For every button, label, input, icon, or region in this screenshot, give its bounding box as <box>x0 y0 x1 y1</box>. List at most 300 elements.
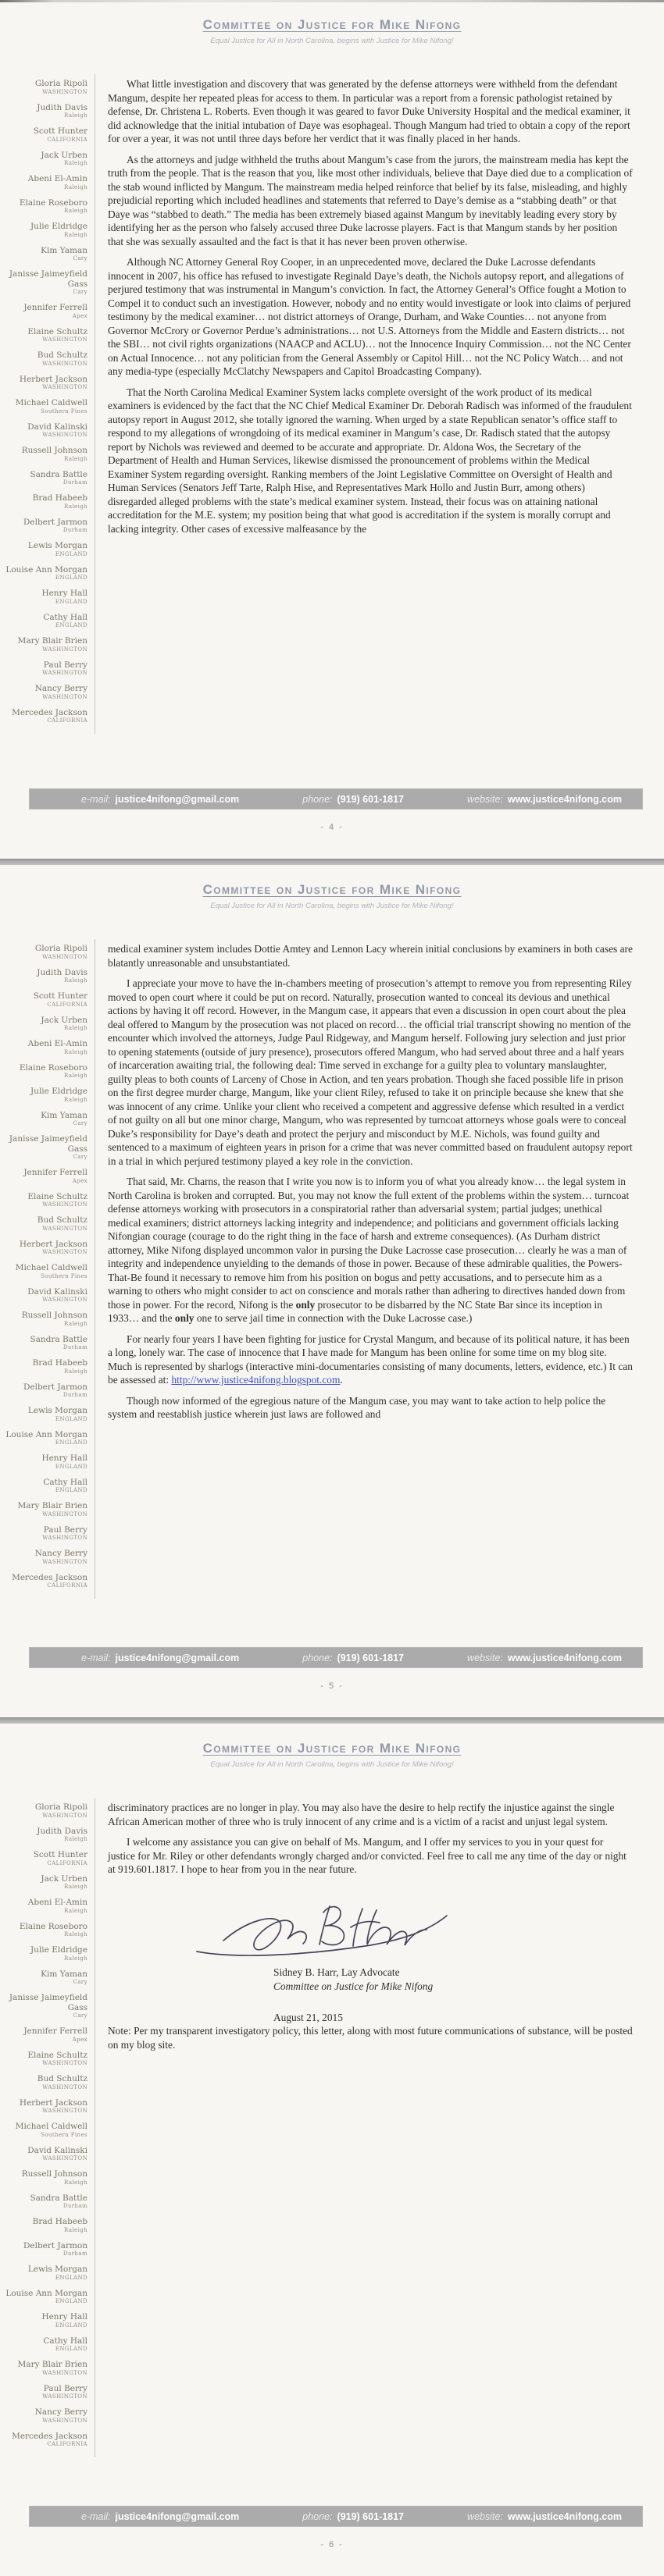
supporter-name: Cathy Hall <box>43 1477 87 1487</box>
phone-label: phone: <box>302 2510 333 2522</box>
supporter-location: Apex <box>72 1177 87 1184</box>
supporter-name: Henry Hall <box>41 2312 87 2322</box>
supporter-entry <box>0 2074 95 2091</box>
supporter-name: Henry Hall <box>41 1453 87 1463</box>
supporter-location: Raleigh <box>63 1368 87 1375</box>
supporter-name: Gloria Ripoli <box>34 944 87 953</box>
supporter-name: Janisse Jaimeyfield Gass <box>9 269 87 289</box>
body-text: prosecutor to be disbarred by the NC State Bar since its inception in 1933… and the <box>108 1298 602 1324</box>
supporter-name: Lewis Morgan <box>27 2265 87 2274</box>
supporter-name: Jennifer Ferrell <box>23 1168 87 1177</box>
supporter-location: WASHINGTON <box>42 2417 87 2424</box>
supporter-name: Abeni El-Amin <box>27 174 87 183</box>
supporter-entry <box>0 991 95 1009</box>
supporter-name: Scott Hunter <box>33 1850 87 1859</box>
supporter-name: Elaine Schultz <box>27 326 87 336</box>
supporter-location: ENGLAND <box>55 1415 87 1422</box>
supporter-entry <box>0 1453 95 1471</box>
supporter-location: WASHINGTON <box>42 2393 87 2400</box>
supporter-entry <box>0 446 95 463</box>
supporter-location: WASHINGTON <box>42 384 87 390</box>
supporter-location: Southern Pines <box>41 2131 87 2138</box>
supporter-location: Apex <box>72 2036 87 2043</box>
supporter-entry <box>0 565 95 582</box>
website-label: website: <box>467 2510 503 2522</box>
supporter-location: CALIFORNIA <box>47 717 87 724</box>
supporter-name: Sandra Battle <box>30 1334 87 1344</box>
supporter-name: Michael Caldwell <box>15 2122 87 2131</box>
supporter-location: ENGLAND <box>55 2346 87 2352</box>
page-separator <box>0 859 664 865</box>
body-paragraph <box>108 977 633 1168</box>
supporter-location: Raleigh <box>63 2179 87 2186</box>
supporter-entry <box>0 2122 95 2139</box>
supporter-location: Raleigh <box>63 1096 87 1103</box>
supporter-entry <box>0 1240 95 1257</box>
footer-website <box>467 2511 622 2522</box>
supporter-name: Elaine Roseboro <box>19 1062 87 1073</box>
supporter-location: Durham <box>62 527 87 533</box>
emphasized-text: only <box>295 1298 316 1311</box>
supporter-name: Abeni El-Amin <box>27 1039 87 1048</box>
supporter-entry <box>0 269 95 296</box>
supporter-location: WASHINGTON <box>42 1201 87 1208</box>
supporter-entry <box>0 2384 95 2401</box>
supporter-entry <box>0 1874 95 1891</box>
supporter-location: Raleigh <box>63 208 87 214</box>
page-content <box>0 939 664 1646</box>
supporter-name: Russell Johnson <box>21 1311 87 1320</box>
supporter-entry <box>0 1525 95 1542</box>
supporter-name: Henry Hall <box>41 589 87 598</box>
supporter-location: ENGLAND <box>55 2322 87 2329</box>
supporter-entry <box>0 1850 95 1867</box>
letter-body <box>95 74 664 781</box>
supporter-name: Cathy Hall <box>43 612 87 622</box>
signature-image <box>192 1897 458 1966</box>
supporter-location: WASHINGTON <box>42 1812 87 1819</box>
phone-value: (919) 601-1817 <box>337 2510 405 2522</box>
supporter-entry <box>0 589 95 606</box>
supporter-name: Janisse Jaimeyfield Gass <box>9 1993 87 2012</box>
supporter-location: ENGLAND <box>55 550 87 557</box>
supporter-name: Bud Schultz <box>37 1215 87 1225</box>
supporter-location: WASHINGTON <box>42 1535 87 1541</box>
email-label: e-mail: <box>81 793 111 805</box>
supporter-location: WASHINGTON <box>42 88 87 95</box>
body-text: Although NC Attorney General Roy Cooper, in an unprecedented move, declared the Duke Lacrosse defendants innocent in 2007, his office has refused to investigate Reginald Daye’s death, the Nichols autopsy report, and allegations of perjured testimony that was instrumental in Mangum’s conviction. In fact, the Attorney General’s Office fought a Motion to Compel it to conduct such an investigation. However, nobody and no entity would investigate or look into claims of perjured testimony by the medical examiner… not district attorneys of Orange, Durham, and Wake Counties… not anyone from Governor McCrory or Governor Perdue’s administrations… not U.S. Attorneys from the Middle and Eastern districts… not the SBI… not civil rights organizations (NAACP and ACLU)… not the Innocence Inquiry Commission… not the NC Center on Actual Innocence… not any politician from the General Assembly or Capitol Hill… not the NC Policy Watch… and not any media-type (especially McClatchy Newspapers and Capitol Broadcasting Company). <box>108 256 631 377</box>
supporter-location: Cary <box>73 289 87 295</box>
supporter-entry <box>0 684 95 701</box>
supporter-name: Paul Berry <box>43 1525 87 1535</box>
supporter-entry <box>0 1478 95 1495</box>
supporter-entry <box>0 1263 95 1280</box>
supporter-name: Sandra Battle <box>30 2193 87 2203</box>
supporter-entry <box>0 398 95 415</box>
contact-footer-bar <box>30 789 642 809</box>
footer-website <box>467 794 622 805</box>
supporter-entry <box>0 246 95 263</box>
body-text: one to serve jail time in connection with the Duke Lacrosse case.) <box>194 1312 473 1324</box>
supporter-name: Louise Ann Morgan <box>5 1429 87 1439</box>
supporter-entry <box>0 2146 95 2163</box>
supporter-name: Elaine Schultz <box>27 2050 87 2060</box>
supporter-entry <box>0 1358 95 1375</box>
supporter-entry <box>0 518 95 535</box>
signature-block <box>108 1897 633 2025</box>
supporter-name: Nancy Berry <box>34 1549 87 1558</box>
supporter-name: David Kalinski <box>27 422 87 432</box>
supporter-entry <box>0 2312 95 2329</box>
supporter-name: Mary Blair Brien <box>17 1501 87 1510</box>
supporter-location: CALIFORNIA <box>47 136 87 143</box>
email-label: e-mail: <box>81 1652 111 1663</box>
footer-phone <box>302 794 404 805</box>
supporter-location: WASHINGTON <box>42 2369 87 2376</box>
supporter-name: Julie Eldridge <box>30 1945 87 1955</box>
supporter-entry <box>0 198 95 215</box>
supporter-entry <box>0 708 95 725</box>
supporter-entry <box>0 1993 95 2019</box>
supporter-name: Michael Caldwell <box>15 398 87 407</box>
supporter-location: Cary <box>73 1154 87 1160</box>
page-header <box>0 1724 664 1769</box>
supporter-name: Jack Urben <box>41 150 87 160</box>
supporter-location: WASHINGTON <box>42 1558 87 1565</box>
body-paragraph <box>108 1332 633 1387</box>
supporter-name: Lewis Morgan <box>27 541 87 550</box>
supporter-entry <box>0 636 95 653</box>
supporter-name: Nancy Berry <box>34 684 87 693</box>
supporter-location: ENGLAND <box>55 575 87 581</box>
supporter-entry <box>0 422 95 439</box>
supporter-name: Scott Hunter <box>33 991 87 1001</box>
supporter-location: Raleigh <box>63 977 87 984</box>
body-text: I appreciate your move to have the in-chambers meeting of prosecution’s attempt to remove you from representing Riley moved to open court where it could be put on record. Naturally, prosecution wanted to conceal its devious and unethical actions by having it off record. However, in the Mangum case, it appears that even a discussion in open court about the plea deal offered to Mangum by the prosecution was not placed on record… the official trial transcript showing no mention of the encounter which involved the attorneys, Judge Paul Ridgeway, and Mangum herself. Following jury selection and just prior to opening statements (outside of jury presence), prosecutors offered Mangum, who had served about three and a half years of incarceration awaiting trial, the following deal: Time served in exchange for a guilty plea to voluntary manslaughter, guilty pleas to both counts of Larceny of Chose in Action, and ten years probation. Though she faced possible life in prison on the first degree murder charge, Mangum, like your client Riley, refused to take it on principle because she knew that she was innocent of any crime. Unlike your client who received a competent and aggressive defense which resulted in a verdict of not guilty on all but one minor charge, Mangum, who was represented by turncoat attorneys whose goals were to conceal Duke’s responsibility for Daye’s death and protect the perjury and misconduct by M.E. Nichols, was found guilty and sentenced to a maximum of eighteen years in prison for a crime that was never committed based on fraudulent autopsy report in a trial in which perjured testimony played a key role in the conviction. <box>108 977 633 1167</box>
supporter-location: CALIFORNIA <box>47 1001 87 1008</box>
closing-paragraphs <box>108 1801 633 1877</box>
page-content <box>0 74 664 781</box>
supporter-name: Delbert Jarmon <box>23 2240 87 2250</box>
supporter-name: Cathy Hall <box>43 2336 87 2346</box>
body-text: For nearly four years I have been fighting for justice for Crystal Mangum, and because of its political nature, it has been a long, lonely war. The case of innocence that I have made for Mangum has been online for some time on my blog site. Much is represented by sharlogs (interactive mini-documentaries consisting of many documents, letters, evidence, etc.) It can be assessed at: <box>108 1332 633 1386</box>
supporter-entry <box>0 151 95 168</box>
supporter-entry <box>0 1573 95 1590</box>
supporter-location: ENGLAND <box>55 1487 87 1493</box>
supporter-location: WASHINGTON <box>42 1297 87 1303</box>
letter-date: August 21, 2015 <box>273 2011 343 2023</box>
blog-link[interactable]: http://www.justice4nifong.blogspot.com <box>171 1374 341 1386</box>
supporter-entry <box>0 2432 95 2449</box>
footer-email <box>81 1653 239 1663</box>
supporter-name: Michael Caldwell <box>15 1263 87 1272</box>
supporter-location: WASHINGTON <box>42 2108 87 2114</box>
supporter-location: Raleigh <box>63 1836 87 1842</box>
supporter-entry <box>0 2051 95 2068</box>
supporter-name: Elaine Roseboro <box>19 197 87 208</box>
supporter-name: Louise Ann Morgan <box>5 2288 87 2298</box>
supporter-location: Durham <box>62 2250 87 2257</box>
supporter-entry <box>0 1335 95 1352</box>
supporter-location: WASHINGTON <box>42 2060 87 2066</box>
supporter-location: Raleigh <box>63 112 87 119</box>
supporter-location: Raleigh <box>63 2226 87 2233</box>
supporter-name: Mercedes Jackson <box>12 707 87 717</box>
supporter-entry <box>0 126 95 144</box>
page-separator <box>0 1717 664 1724</box>
supporter-entry <box>0 2169 95 2186</box>
supporter-name: Sandra Battle <box>30 469 87 479</box>
supporter-location: ENGLAND <box>55 2298 87 2304</box>
supporter-name: Judith Davis <box>37 1826 87 1836</box>
supporter-entry <box>0 1111 95 1128</box>
supporter-location: ENGLAND <box>55 2274 87 2281</box>
supporter-name: Delbert Jarmon <box>23 517 87 527</box>
supporter-name: Mercedes Jackson <box>12 2431 87 2441</box>
committee-tagline: Equal Justice for All in North Carolina, begins with Justice for Mike Nifong! <box>210 902 454 910</box>
supporter-name: Brad Habeeb <box>32 2217 87 2226</box>
supporter-name: Gloria Ripoli <box>34 79 87 88</box>
phone-label: phone: <box>302 1652 333 1663</box>
supporters-sidebar <box>0 74 95 734</box>
supporter-entry <box>0 660 95 678</box>
supporter-entry <box>0 1898 95 1915</box>
supporter-entry <box>0 1922 95 1939</box>
email-value: justice4nifong@gmail.com <box>115 2510 240 2522</box>
supporter-location: Raleigh <box>63 503 87 510</box>
supporter-entry <box>0 2241 95 2258</box>
supporter-entry <box>0 2194 95 2211</box>
supporter-location: Cary <box>73 255 87 262</box>
supporter-location: Raleigh <box>63 1073 87 1079</box>
body-text: I welcome any assistance you can give on behalf of Ms. Mangum, and I offer my services to you in your quest for justice for Mr. Riley or other defendants wrongly charged and/or convicted. Feel free to call me any time of the day or night at 919.601.1817. I hope to hear from you in the near future. <box>108 1836 627 1875</box>
supporter-entry <box>0 303 95 320</box>
supporter-location: Cary <box>73 1979 87 1985</box>
supporter-entry <box>0 1501 95 1518</box>
supporter-location: Durham <box>62 479 87 486</box>
supporter-entry <box>0 1382 95 1400</box>
supporter-entry <box>0 2098 95 2115</box>
scan-edge-artifact <box>0 0 664 2</box>
body-text: As the attorneys and judge withheld the truths about Mangum’s case from the jurors, the mainstream media has kept the truth from the people. That is the reason that you, like most other individuals, believe that Daye died due to a complication of the stab wound inflicted by Mangum. The mainstream media helped reinforce that belief by its false, misleading, and highly prejudicial reporting which included headlines and statements that referred to Daye’s demise as a “stabbing death” or that Daye was “stabbed to death.” The media has been extremely biased against Mangum by inevitably leading every story by identifying her as the person who falsely accused three Duke lacrosse players. Fact is that Mangum stands by her position that she was sexually assaulted and the fact is that it has never been proven otherwise. <box>108 153 633 247</box>
supporter-entry <box>0 968 95 985</box>
website-label: website: <box>467 1652 503 1663</box>
supporter-location: ENGLAND <box>55 1439 87 1446</box>
supporter-name: Jack Urben <box>41 1015 87 1025</box>
supporter-entry <box>0 1969 95 1987</box>
body-paragraph <box>108 255 633 379</box>
body-text: . <box>340 1374 343 1386</box>
supporter-name: David Kalinski <box>27 1286 87 1297</box>
page-content <box>0 1798 664 2504</box>
email-value: justice4nifong@gmail.com <box>115 793 240 805</box>
phone-value: (919) 601-1817 <box>337 1652 405 1663</box>
supporter-name: Brad Habeeb <box>32 1358 87 1368</box>
supporter-location: CALIFORNIA <box>47 1859 87 1866</box>
body-paragraph <box>108 386 633 536</box>
website-label: website: <box>467 793 503 805</box>
supporter-name: Elaine Roseboro <box>19 1921 87 1931</box>
supporter-name: Judith Davis <box>37 967 87 977</box>
page-number: - 4 - <box>320 823 344 832</box>
supporter-entry <box>0 944 95 961</box>
body-text: That said, Mr. Charns, the reason that I write you now is to inform you of what you already know… the legal system in North Carolina is broken and corrupted. But, you may not know the full extent of the problems within the system… turncoat defense attorneys working with prosecutors in a conspiratorial rather than adversarial system; partial judges; unethical medical examiners; district attorneys lacking integrity and independence; and politicians and government officials lacking Nifongian courage (courage to do the right thing in the face of harsh and extreme consequences). (As Durham district attorney, Mike Nifong displayed uncommon valor in pursing the Duke Lacrosse case prosecution… clearly he was a man of integrity and independence unyielding to the demands of those in power. Because of these admirable qualities, the Powers-That-Be found it necessary to remove him from his position on bogus and petty accusations, and to persecute him as a warning to others who might consider to act on conscience and morals rather than adhering to directives handed down from those in power. For the record, Nifong is the <box>108 1176 630 1311</box>
footer-website <box>467 1653 622 1663</box>
supporter-name: Kim Yaman <box>41 245 87 255</box>
supporter-name: Bud Schultz <box>37 350 87 360</box>
supporter-entry <box>0 2265 95 2282</box>
supporter-name: Lewis Morgan <box>27 1406 87 1415</box>
committee-title: Committee on Justice for Mike Nifong <box>202 1741 462 1756</box>
supporter-entry <box>0 2026 95 2044</box>
supporter-name: Janisse Jaimeyfield Gass <box>9 1134 87 1154</box>
footer-phone <box>302 2511 404 2522</box>
supporter-location: Raleigh <box>63 160 87 166</box>
supporter-name: Kim Yaman <box>41 1110 87 1120</box>
body-paragraph <box>108 77 633 146</box>
supporter-location: WASHINGTON <box>42 336 87 343</box>
supporter-entry <box>0 327 95 344</box>
supporter-name: David Kalinski <box>27 2145 87 2155</box>
body-paragraph <box>108 1175 633 1325</box>
body-text: Though now informed of the egregious nature of the Mangum case, you may want to take action to help police the system and reestablish justice wherein just laws are followed and <box>108 1394 606 1420</box>
website-value: www.justice4nifong.com <box>507 2510 622 2522</box>
supporter-entry <box>0 1311 95 1328</box>
page-header <box>0 865 664 910</box>
supporter-location: Apex <box>72 312 87 319</box>
supporter-entry <box>0 493 95 511</box>
letter-page-4 <box>0 0 664 859</box>
supporter-entry <box>0 1215 95 1233</box>
supporter-location: WASHINGTON <box>42 1225 87 1232</box>
supporter-entry <box>0 541 95 558</box>
supporter-name: Jennifer Ferrell <box>23 303 87 312</box>
supporter-name: Julie Eldridge <box>30 222 87 231</box>
contact-footer-bar <box>30 1648 642 1667</box>
supporter-entry <box>0 1192 95 1209</box>
supporter-name: Julie Eldridge <box>30 1087 87 1096</box>
signatory-name: Sidney B. Harr, Lay Advocate <box>273 1966 400 1978</box>
supporter-location: WASHINGTON <box>42 432 87 438</box>
supporter-location: WASHINGTON <box>42 693 87 700</box>
supporter-name: Delbert Jarmon <box>23 1382 87 1392</box>
supporter-name: Bud Schultz <box>37 2074 87 2083</box>
supporter-name: Jennifer Ferrell <box>23 2026 87 2036</box>
supporter-entry <box>0 1549 95 1566</box>
supporter-name: Gloria Ripoli <box>34 1802 87 1812</box>
supporter-name: Jack Urben <box>41 1873 87 1884</box>
supporter-entry <box>0 1063 95 1080</box>
footer-email <box>81 794 239 805</box>
supporter-location: CALIFORNIA <box>47 1582 87 1589</box>
body-text: discriminatory practices are no longer in play. You may also have the desire to help rectify the injustice against the single African American mother of three who is truly innocent of any crime and is a victim of a racist and unjust legal system. <box>108 1802 615 1827</box>
supporter-entry <box>0 375 95 392</box>
supporter-entry <box>0 1087 95 1104</box>
supporter-entry <box>0 1016 95 1033</box>
phone-label: phone: <box>302 793 333 805</box>
supporter-entry <box>0 1168 95 1185</box>
signatory-organization: Committee on Justice for Mike Nifong <box>273 1980 434 1992</box>
supporter-name: Scott Hunter <box>33 126 87 136</box>
emphasized-text: only <box>174 1312 195 1324</box>
supporter-location: WASHINGTON <box>42 360 87 367</box>
letter-body <box>95 939 664 1646</box>
supporter-location: Raleigh <box>63 183 87 190</box>
supporter-location: Southern Pines <box>41 407 87 415</box>
body-paragraph <box>108 1835 633 1877</box>
committee-tagline: Equal Justice for All in North Carolina, begins with Justice for Mike Nifong! <box>210 1760 454 1769</box>
supporter-location: WASHINGTON <box>42 2083 87 2090</box>
supporter-location: Durham <box>62 1392 87 1398</box>
supporter-location: ENGLAND <box>55 598 87 605</box>
email-value: justice4nifong@gmail.com <box>115 1652 240 1663</box>
supporter-name: Herbert Jackson <box>19 2097 87 2108</box>
letter-page-6 <box>0 1724 664 2576</box>
supporter-name: Russell Johnson <box>21 446 87 455</box>
supporter-location: WASHINGTON <box>42 646 87 653</box>
supporter-entry <box>0 1039 95 1056</box>
supporter-entry <box>0 2289 95 2306</box>
supporter-location: WASHINGTON <box>42 1249 87 1255</box>
committee-tagline: Equal Justice for All in North Carolina, begins with Justice for Mike Nifong! <box>210 37 454 45</box>
letter-page-5 <box>0 865 664 1717</box>
supporter-name: Kim Yaman <box>41 1969 87 1979</box>
website-value: www.justice4nifong.com <box>507 1652 622 1663</box>
supporter-location: Durham <box>62 2203 87 2209</box>
supporter-name: Louise Ann Morgan <box>5 564 87 575</box>
supporter-location: Durham <box>62 1344 87 1350</box>
supporter-name: Russell Johnson <box>21 2169 87 2179</box>
supporters-sidebar <box>0 1798 95 2457</box>
committee-title: Committee on Justice for Mike Nifong <box>202 882 462 897</box>
supporter-name: Mary Blair Brien <box>17 636 87 646</box>
supporter-name: Mercedes Jackson <box>12 1572 87 1582</box>
postscript-note: Note: Per my transparent investigatory policy, this letter, along with most future communications of substance, will be posted on my blog site. <box>108 2025 633 2051</box>
supporter-name: Paul Berry <box>43 660 87 670</box>
contact-footer-bar <box>30 2507 642 2526</box>
body-paragraph <box>108 1394 633 1421</box>
supporter-location: Raleigh <box>63 1048 87 1055</box>
supporter-location: Cary <box>73 2012 87 2019</box>
supporter-name: Herbert Jackson <box>19 1239 87 1249</box>
website-value: www.justice4nifong.com <box>507 793 622 805</box>
body-paragraph <box>108 942 633 970</box>
supporter-name: Elaine Schultz <box>27 1191 87 1201</box>
supporter-location: WASHINGTON <box>42 953 87 960</box>
supporter-entry <box>0 2407 95 2425</box>
supporter-location: Raleigh <box>63 1320 87 1327</box>
supporter-location: ENGLAND <box>55 1463 87 1470</box>
committee-title: Committee on Justice for Mike Nifong <box>202 17 462 32</box>
supporters-sidebar <box>0 939 95 1599</box>
supporter-entry <box>0 103 95 120</box>
supporter-entry <box>0 1827 95 1844</box>
supporter-location: Raleigh <box>63 455 87 462</box>
supporter-entry <box>0 2336 95 2354</box>
supporter-location: Cary <box>73 1120 87 1126</box>
supporter-name: Brad Habeeb <box>32 493 87 503</box>
supporter-entry <box>0 2360 95 2377</box>
page-header <box>0 0 664 45</box>
supporter-location: Raleigh <box>63 231 87 238</box>
phone-value: (919) 601-1817 <box>337 793 405 805</box>
supporter-location: WASHINGTON <box>42 2155 87 2161</box>
letter-body <box>95 1798 664 2504</box>
body-paragraph <box>108 1801 633 1828</box>
supporter-entry <box>0 1406 95 1423</box>
supporter-entry <box>0 1430 95 1447</box>
supporter-location: Raleigh <box>63 1025 87 1031</box>
